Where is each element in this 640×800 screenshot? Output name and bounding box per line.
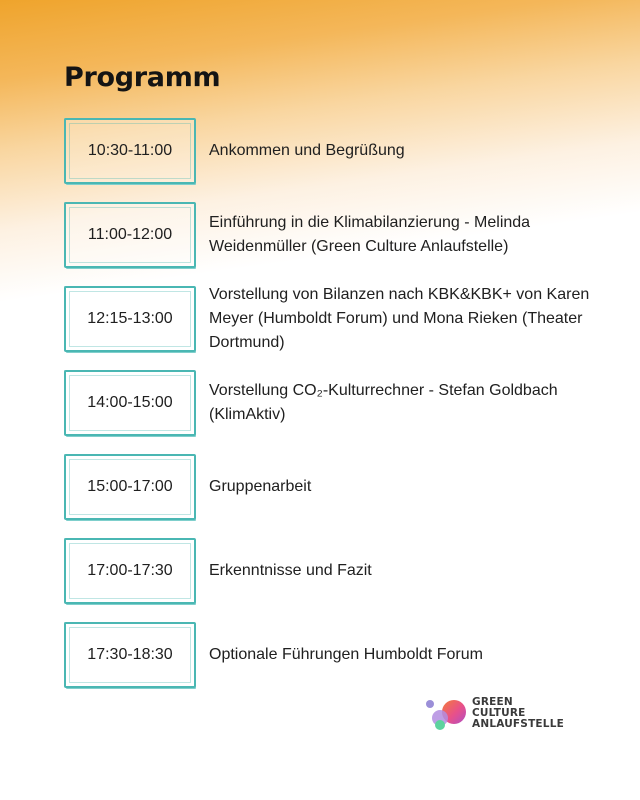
time-slot: 10:30-11:00 <box>64 118 196 184</box>
page-title: Programm <box>64 62 221 93</box>
schedule-description: Vorstellung von Bilanzen nach KBK&KBK+ von Karen Meyer (Humboldt Forum) und Mona Rieken (Theater Dortmund) <box>209 286 590 351</box>
schedule-description: Einführung in die Klimabilanzierung - Melinda Weidenmüller (Green Culture Anlaufstelle) <box>209 214 531 255</box>
schedule-description: Gruppenarbeit <box>209 478 312 495</box>
schedule-description: Ankommen und Begrüßung <box>209 142 405 159</box>
schedule-description: Erkenntnisse und Fazit <box>209 562 372 579</box>
logo-text-line: GREEN <box>472 696 513 708</box>
schedule-description: Vorstellung CO₂-Kulturrechner - Stefan Goldbach (KlimAktiv) <box>209 382 558 423</box>
schedule-description: Optionale Führungen Humboldt Forum <box>209 646 483 663</box>
schedule-row <box>64 286 604 352</box>
schedule-row <box>64 370 604 436</box>
time-slot: 15:00-17:00 <box>64 454 196 520</box>
logo-text-line: ANLAUFSTELLE <box>472 718 564 730</box>
schedule-row <box>64 454 604 520</box>
time-slot: 11:00-12:00 <box>64 202 196 268</box>
schedule-row <box>64 118 604 184</box>
time-slot: 17:30-18:30 <box>64 622 196 688</box>
logo-wordmark <box>472 697 564 730</box>
green-culture-logo <box>424 694 584 734</box>
time-slot: 12:15-13:00 <box>64 286 196 352</box>
logo-mark-icon <box>424 694 472 734</box>
time-slot: 17:00-17:30 <box>64 538 196 604</box>
schedule-row <box>64 538 604 604</box>
schedule-row <box>64 202 604 268</box>
time-slot: 14:00-15:00 <box>64 370 196 436</box>
logo-text-line: CULTURE <box>472 707 526 719</box>
schedule-row <box>64 622 604 688</box>
